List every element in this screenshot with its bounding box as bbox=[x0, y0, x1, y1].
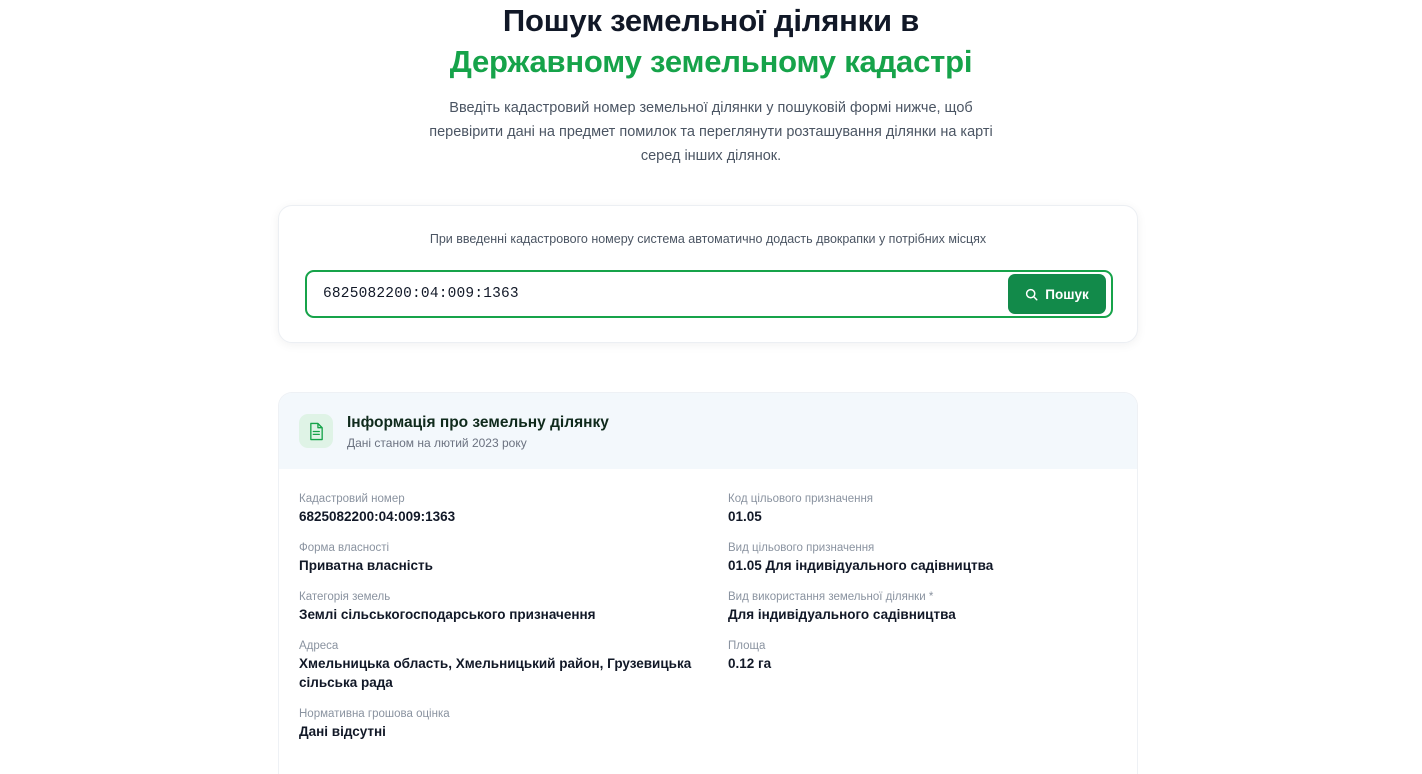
search-button-label: Пошук bbox=[1045, 286, 1089, 302]
field-ownership-form bbox=[299, 540, 708, 575]
parcel-info-title: Інформація про земельну ділянку bbox=[347, 413, 609, 431]
search-input[interactable] bbox=[307, 272, 1008, 316]
parcel-info-card bbox=[278, 392, 1138, 774]
page-title bbox=[0, 0, 1422, 82]
field-label: Вид цільового призначення bbox=[728, 542, 875, 554]
search-card bbox=[278, 205, 1138, 343]
field-value: 01.05 bbox=[728, 509, 762, 524]
parcel-info-right-column bbox=[708, 491, 1117, 755]
hero-section bbox=[0, 0, 1422, 168]
field-value: 6825082200:04:009:1363 bbox=[299, 509, 456, 524]
field-label: Кадастровий номер bbox=[299, 493, 405, 505]
search-field-wrapper[interactable] bbox=[305, 270, 1113, 318]
field-label: Код цільового призначення bbox=[728, 493, 874, 505]
field-value: 01.05 Для індивідуального садівництва bbox=[728, 558, 994, 573]
parcel-info-body bbox=[279, 469, 1137, 769]
field-cadastral-number bbox=[299, 491, 708, 526]
field-purpose-code bbox=[728, 491, 1117, 526]
field-label: Вид використання земельної ділянки * bbox=[728, 591, 934, 603]
field-normative-valuation bbox=[299, 706, 708, 741]
page-title-line-1: Пошук земельної ділянки в bbox=[502, 3, 920, 38]
field-purpose-type bbox=[728, 540, 1117, 575]
field-value: Для індивідуального садівництва bbox=[728, 607, 956, 622]
field-value: Приватна власність bbox=[299, 558, 433, 573]
parcel-info-subtitle: Дані станом на лютий 2023 року bbox=[347, 435, 527, 450]
field-label: Нормативна грошова оцінка bbox=[299, 708, 450, 720]
field-label: Адреса bbox=[299, 640, 339, 652]
field-land-category bbox=[299, 589, 708, 624]
search-icon bbox=[1025, 288, 1038, 301]
field-area bbox=[728, 638, 1117, 673]
field-value: Землі сільськогосподарського призначення bbox=[299, 607, 596, 622]
page-subtitle: Введіть кадастровий номер земельної ділянки у пошуковій формі нижче, щоб перевірити дані на предмет помилок та переглянути розташування ділянки на карті серед інших ділянок. bbox=[429, 100, 993, 164]
document-icon bbox=[299, 414, 333, 448]
field-land-use-type bbox=[728, 589, 1117, 624]
field-label: Категорія земель bbox=[299, 591, 391, 603]
field-address bbox=[299, 638, 708, 692]
field-label: Форма власності bbox=[299, 542, 390, 554]
search-button[interactable] bbox=[1008, 274, 1106, 314]
page-title-line-2: Державному земельному кадастрі bbox=[449, 44, 973, 79]
field-value: 0.12 га bbox=[728, 656, 772, 671]
field-value: Хмельницька область, Хмельницький район, Грузевицька сільська рада bbox=[299, 656, 692, 690]
parcel-info-heading-text bbox=[347, 413, 609, 450]
parcel-info-header bbox=[279, 393, 1137, 469]
search-hint: При введенні кадастрового номеру система автоматично додасть двокрапки у потрібних місцях bbox=[429, 232, 987, 246]
field-value: Дані відсутні bbox=[299, 724, 386, 739]
field-label: Площа bbox=[728, 640, 766, 652]
parcel-info-left-column bbox=[299, 491, 708, 755]
